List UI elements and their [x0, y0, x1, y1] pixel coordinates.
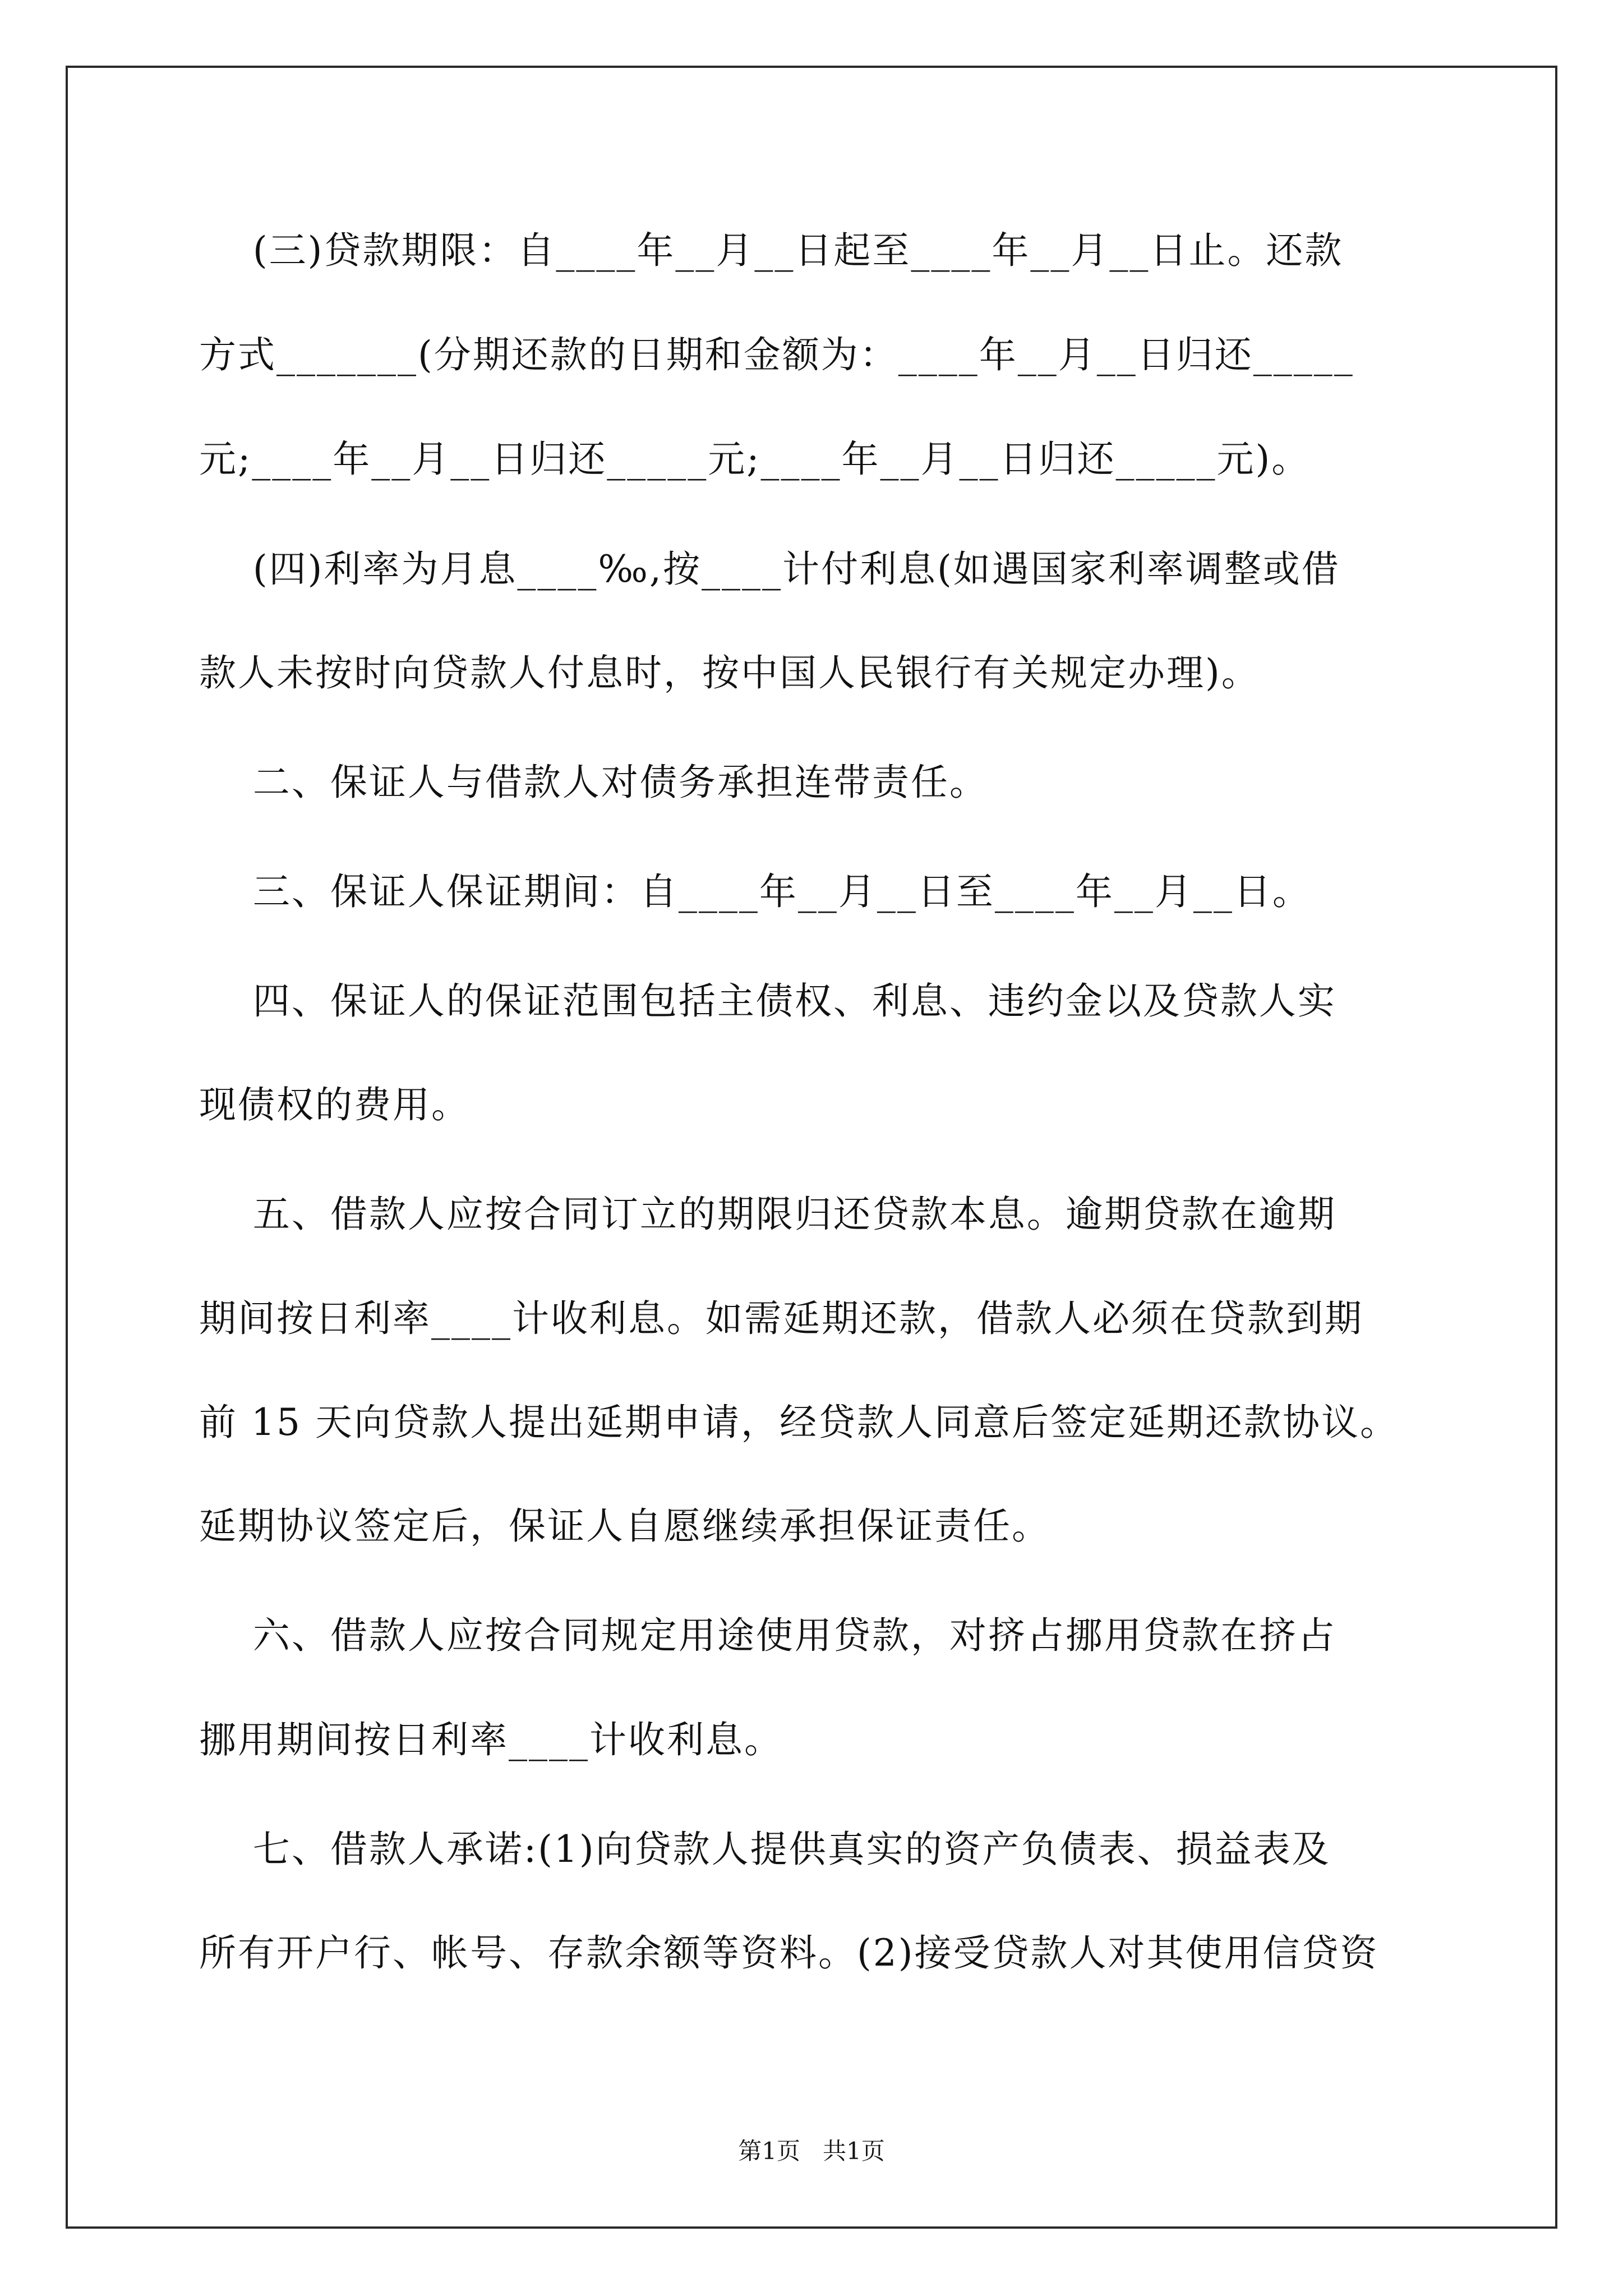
text-line: 元;____年__月__日归还_____元;____年__月__日归还_____元)。 [199, 438, 1311, 481]
text-line: 所有开户行、帐号、存款余额等资料。(2)接受贷款人对其使用信贷资 [199, 1931, 1379, 1975]
page-number-footer: 第1页 共1页 [738, 2137, 885, 2165]
page-border [66, 66, 1557, 2229]
text-line: 四、保证人的保证范围包括主债权、利息、违约金以及贷款人实 [199, 979, 1336, 1023]
text-line: 五、借款人应按合同订立的期限归还贷款本息。逾期贷款在逾期 [199, 1193, 1336, 1236]
text-line: (三)贷款期限：自____年__月__日起至____年__月__日止。还款 [199, 229, 1344, 272]
text-line: 期间按日利率____计收利息。如需延期还款，借款人必须在贷款到期 [199, 1297, 1363, 1340]
text-line: 六、借款人应按合同规定用途使用贷款，对挤占挪用贷款在挤占 [199, 1614, 1336, 1657]
text-line: 七、借款人承诺:(1)向贷款人提供真实的资产负债表、损益表及 [199, 1828, 1331, 1871]
text-line: 方式_______(分期还款的日期和金额为：____年__月__日归还_____ [199, 333, 1354, 376]
text-line: 前 15 天向贷款人提出延期申请，经贷款人同意后签定延期还款协议。 [199, 1401, 1399, 1444]
text-line: (四)利率为月息____‰,按____计付利息(如遇国家利率调整或借 [199, 547, 1340, 591]
text-line: 延期协议签定后，保证人自愿继续承担保证责任。 [199, 1504, 1050, 1548]
text-line: 款人未按时向贷款人付息时，按中国人民银行有关规定办理)。 [199, 651, 1260, 694]
text-line: 挪用期间按日利率____计收利息。 [199, 1718, 783, 1761]
text-line: 二、保证人与借款人对债务承担连带责任。 [199, 761, 988, 804]
text-line: 三、保证人保证期间：自____年__月__日至____年__月__日。 [199, 870, 1311, 913]
text-line: 现债权的费用。 [199, 1083, 470, 1126]
